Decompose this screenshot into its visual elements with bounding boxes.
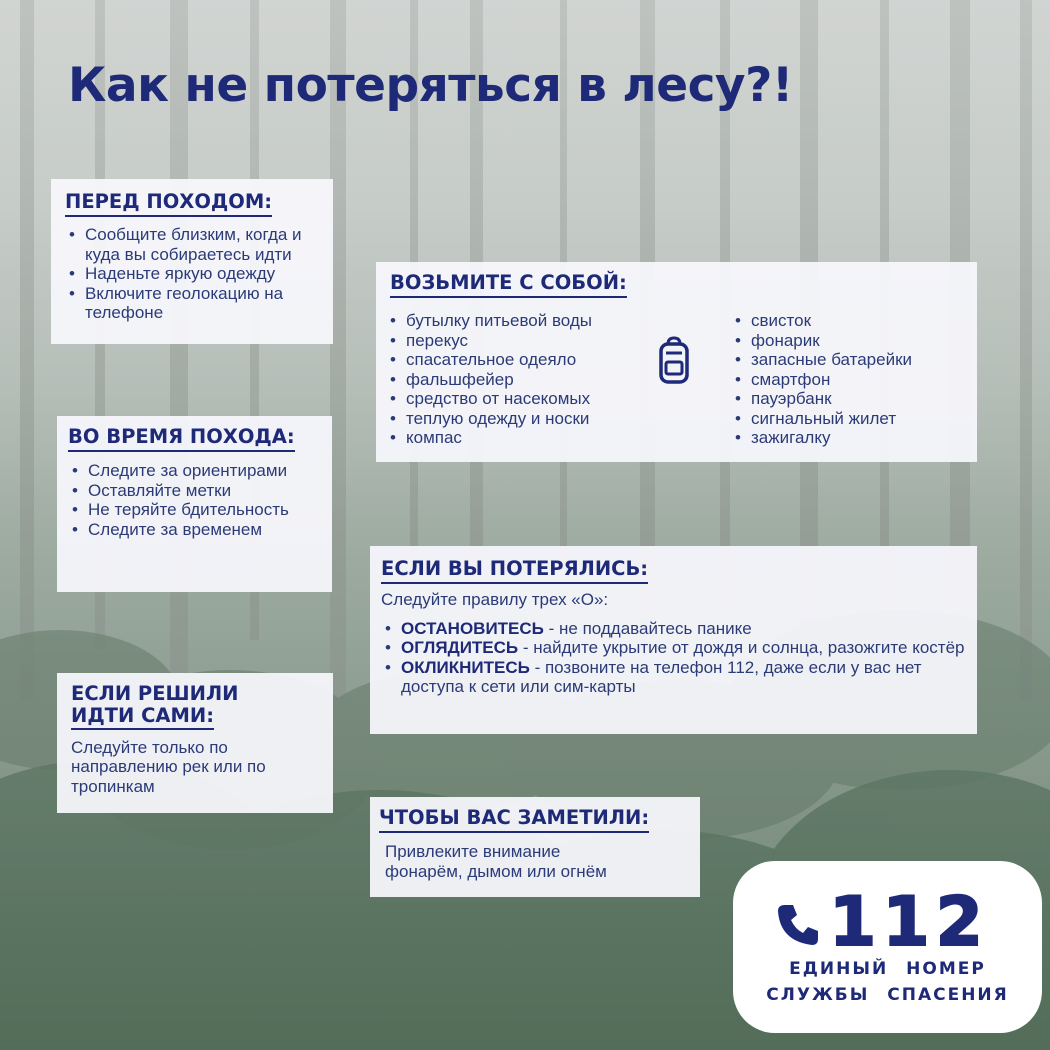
list-item: • смартфон (731, 370, 971, 390)
rule-keyword: ОКЛИКНИТЕСЬ (401, 657, 530, 677)
emergency-caption-line2: СЛУЖБЫ СПАСЕНИЯ (766, 985, 1009, 1005)
during-trip-card (57, 416, 332, 592)
be-noticed-text: Привлеките внимание фонарём, дымом или огнём (385, 842, 607, 881)
list-item (381, 638, 971, 658)
before-trip-heading: ПЕРЕД ПОХОДОМ: (65, 191, 272, 217)
list-item: • запасные батарейки (731, 350, 971, 370)
backpack-icon (657, 336, 691, 386)
going-alone-card (57, 673, 333, 813)
list-item (381, 619, 971, 639)
list-item: • свисток (731, 311, 971, 331)
during-trip-heading: ВО ВРЕМЯ ПОХОДА: (68, 426, 295, 452)
list-item: • фальшфейер (386, 370, 656, 390)
before-trip-card (51, 179, 333, 344)
during-trip-list (68, 461, 303, 539)
going-alone-heading-line1: ЕСЛИ РЕШИЛИ (71, 682, 239, 705)
list-item: • компас (386, 428, 656, 448)
list-item (381, 658, 971, 697)
emergency-caption-line1: ЕДИНЫЙ НОМЕР (789, 959, 986, 979)
list-item: • бутылку питьевой воды (386, 311, 656, 331)
rule-keyword: ОГЛЯДИТЕСЬ (401, 638, 519, 658)
if-lost-heading: ЕСЛИ ВЫ ПОТЕРЯЛИСЬ: (381, 558, 648, 584)
list-item: • фонарик (731, 331, 971, 351)
list-item: • Оставляйте метки (68, 481, 303, 501)
list-item: • перекус (386, 331, 656, 351)
list-item: • сигнальный жилет (731, 409, 971, 429)
list-item: • Наденьте яркую одежду (65, 264, 325, 284)
if-lost-intro: Следуйте правилу трех «О»: (381, 590, 609, 610)
going-alone-text: Следуйте только по направлению рек или по тропинкам (71, 737, 266, 796)
list-item: • Включите геолокацию на телефоне (65, 284, 325, 323)
list-item: • теплую одежду и носки (386, 409, 656, 429)
list-item: • средство от насекомых (386, 389, 656, 409)
be-noticed-card (370, 797, 700, 897)
list-item: • Не теряйте бдительность (68, 500, 303, 520)
before-trip-list (65, 225, 325, 323)
emergency-number: 112 (829, 883, 989, 962)
list-item: • пауэрбанк (731, 389, 971, 409)
phone-icon (776, 901, 822, 947)
list-item: • Следите за временем (68, 520, 303, 540)
if-lost-list (381, 619, 971, 697)
list-item: • спасательное одеяло (386, 350, 656, 370)
be-noticed-heading: ЧТОБЫ ВАС ЗАМЕТИЛИ: (379, 807, 649, 833)
take-with-you-heading: ВОЗЬМИТЕ С СОБОЙ: (390, 272, 627, 298)
take-with-you-card (376, 262, 977, 462)
rule-keyword: ОСТАНОВИТЕСЬ (401, 618, 544, 638)
rule-text: - не поддавайтесь панике (543, 618, 752, 638)
rule-text: - позвоните на телефон 112, даже если у вас нет доступа к сети или сим-карты (401, 657, 922, 697)
list-item: • Сообщите близким, когда и куда вы собираетесь идти (65, 225, 325, 264)
going-alone-heading (71, 683, 238, 730)
emergency-number-card (733, 861, 1042, 1033)
list-item: • Следите за ориентирами (68, 461, 303, 481)
take-list-right (731, 311, 971, 448)
rule-text: - найдите укрытие от дождя и солнца, разожгите костёр (518, 638, 965, 658)
page-title: Как не потеряться в лесу?! (68, 58, 793, 113)
list-item: • зажигалку (731, 428, 971, 448)
if-lost-card (370, 546, 977, 734)
take-list-left (386, 311, 656, 448)
going-alone-heading-line2: ИДТИ САМИ: (71, 705, 214, 729)
